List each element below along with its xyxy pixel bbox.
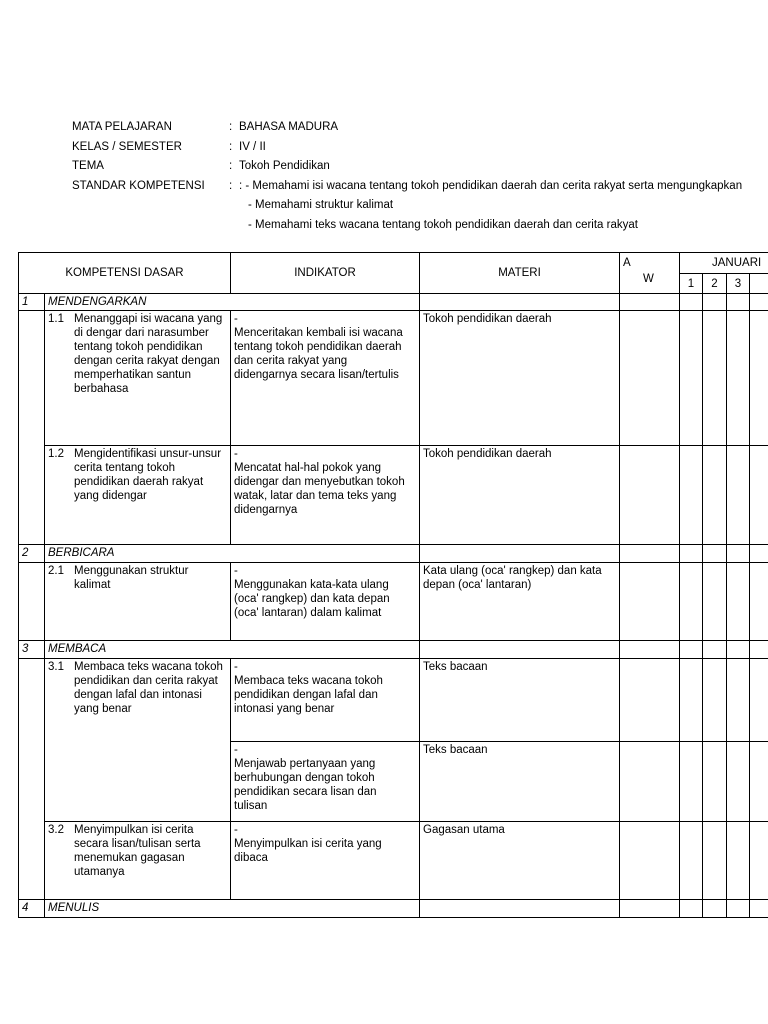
empty-cell [703, 294, 727, 311]
kd-text: Menyimpulkan isi cerita secara lisan/tulisan serta menemukan gagasan utamanya [74, 824, 201, 878]
table-row [19, 659, 768, 742]
tema-label: TEMA [72, 160, 104, 172]
empty-cell [620, 311, 680, 446]
kd-number: 3.1 [48, 661, 64, 673]
standar-item-2: - Memahami struktur kalimat [248, 199, 394, 211]
kd-cell [45, 311, 231, 446]
header-indikator: INDIKATOR [231, 253, 420, 294]
mata-pelajaran-value: BAHASA MADURA [239, 121, 339, 133]
kelas-label: KELAS / SEMESTER [72, 140, 182, 153]
kd-number: 1.2 [48, 448, 64, 460]
header-row-kelas [72, 138, 768, 158]
empty-cell [727, 563, 750, 641]
header-week-3: 3 [727, 274, 750, 294]
indikator-cell [231, 822, 420, 900]
empty-cell [620, 446, 680, 545]
empty-cell [680, 311, 703, 446]
mata-pelajaran-colon: : [229, 121, 233, 133]
header-month: JANUARI [680, 253, 768, 274]
empty-cell [19, 311, 45, 545]
empty-cell [680, 446, 703, 545]
empty-cell [19, 659, 45, 900]
empty-cell [750, 742, 768, 822]
kd-cell [45, 659, 231, 822]
empty-cell [19, 563, 45, 641]
empty-cell [620, 545, 680, 563]
bullet-dash: - [234, 661, 238, 673]
empty-cell [620, 659, 680, 742]
header-aw [620, 253, 680, 294]
kd-cell [45, 822, 231, 900]
section-title: BERBICARA [45, 545, 420, 563]
empty-cell [703, 742, 727, 822]
section-number: 2 [19, 545, 45, 563]
bullet-dash: - [234, 313, 238, 325]
empty-cell [420, 900, 620, 918]
header-week-2: 2 [703, 274, 727, 294]
empty-cell [703, 822, 727, 900]
indikator-text: Mencatat hal-hal pokok yang didengar dan menyebutkan tokoh watak, latar dan tema teks yang didengarnya [234, 462, 405, 516]
tema-colon: : [229, 160, 233, 172]
empty-cell [750, 446, 768, 545]
empty-cell [727, 446, 750, 545]
kelas-value: IV / II [239, 140, 266, 153]
empty-cell [680, 294, 703, 311]
section-row [19, 641, 768, 659]
empty-cell [750, 545, 768, 563]
header-aw-a: A [623, 257, 631, 269]
empty-cell [727, 641, 750, 659]
materi-cell: Tokoh pendidikan daerah [420, 311, 620, 446]
empty-cell [703, 641, 727, 659]
empty-cell [750, 659, 768, 742]
header-aw-w: W [643, 273, 654, 285]
materi-cell: Teks bacaan [420, 742, 620, 822]
materi-cell: Teks bacaan [420, 659, 620, 742]
empty-cell [680, 641, 703, 659]
empty-cell [703, 900, 727, 918]
indikator-text: Membaca teks wacana tokoh pendidikan dengan lafal dan intonasi yang benar [234, 675, 383, 715]
section-title: MEMBACA [45, 641, 420, 659]
empty-cell [750, 900, 768, 918]
empty-cell [680, 545, 703, 563]
empty-cell [420, 545, 620, 563]
indikator-cell [231, 446, 420, 545]
kd-text: Menanggapi isi wacana yang di dengar dari narasumber tentang tokoh pendidikan dengan cerita rakyat dengan memperhatikan santun berbahasa [74, 313, 223, 395]
kd-number: 2.1 [48, 565, 64, 577]
kd-cell [45, 563, 231, 641]
tema-value: Tokoh Pendidikan [239, 160, 330, 172]
kd-text: Menggunakan struktur kalimat [74, 565, 189, 591]
empty-cell [680, 742, 703, 822]
empty-cell [703, 563, 727, 641]
empty-cell [703, 311, 727, 446]
kd-text: Membaca teks wacana tokoh pendidikan dan cerita rakyat dengan lafal dan intonasi yang benar [74, 661, 223, 715]
header-row-mata-pelajaran [72, 118, 768, 138]
empty-cell [620, 742, 680, 822]
header-row-tema [72, 157, 768, 177]
table-row [19, 311, 768, 446]
standar-item-1: : - Memahami isi wacana tentang tokoh pendidikan daerah dan cerita rakyat serta mengungkapkan [239, 179, 743, 192]
bullet-dash: - [234, 565, 238, 577]
empty-cell [680, 900, 703, 918]
empty-cell [703, 446, 727, 545]
kd-text: Mengidentifikasi unsur-unsur cerita tentang tokoh pendidikan daerah rakyat yang didengar [74, 448, 222, 502]
empty-cell [727, 742, 750, 822]
indikator-cell [231, 659, 420, 742]
syllabus-table [18, 252, 768, 918]
kd-number: 1.1 [48, 313, 64, 325]
empty-cell [703, 659, 727, 742]
empty-cell [750, 311, 768, 446]
empty-cell [750, 641, 768, 659]
bullet-dash: - [234, 448, 238, 460]
materi-cell: Tokoh pendidikan daerah [420, 446, 620, 545]
header-week-1: 1 [680, 274, 703, 294]
header-row-standar-2 [72, 196, 768, 216]
empty-cell [620, 641, 680, 659]
empty-cell [727, 545, 750, 563]
indikator-cell [231, 311, 420, 446]
kd-number: 3.2 [48, 824, 64, 836]
empty-cell [750, 294, 768, 311]
table-row [19, 563, 768, 641]
empty-cell [420, 294, 620, 311]
empty-cell [680, 563, 703, 641]
header-row-standar-3 [72, 216, 768, 236]
empty-cell [620, 294, 680, 311]
empty-cell [680, 659, 703, 742]
syllabus-table-wrapper [18, 252, 768, 922]
table-header-row-1 [19, 253, 768, 274]
indikator-text: Menyimpulkan isi cerita yang dibaca [234, 838, 382, 864]
standar-label: STANDAR KOMPETENSI [72, 179, 205, 192]
materi-cell: Gagasan utama [420, 822, 620, 900]
section-row [19, 545, 768, 563]
empty-cell [750, 822, 768, 900]
section-number: 3 [19, 641, 45, 659]
section-row [19, 294, 768, 311]
materi-cell: Kata ulang (oca' rangkep) dan kata depan (oca' lantaran) [420, 563, 620, 641]
indikator-cell [231, 563, 420, 641]
empty-cell [727, 900, 750, 918]
standar-item-3: - Memahami teks wacana tentang tokoh pendidikan daerah dan cerita rakyat [248, 218, 638, 231]
empty-cell [727, 294, 750, 311]
empty-cell [620, 563, 680, 641]
empty-cell [727, 822, 750, 900]
empty-cell [727, 311, 750, 446]
empty-cell [750, 563, 768, 641]
empty-cell [680, 822, 703, 900]
section-number: 4 [19, 900, 45, 918]
bullet-dash: - [234, 824, 238, 836]
kd-cell [45, 446, 231, 545]
standar-colon: : [229, 179, 233, 192]
header-materi: MATERI [420, 253, 620, 294]
indikator-cell [231, 742, 420, 822]
header-row-standar [72, 177, 768, 197]
section-title: MENDENGARKAN [45, 294, 420, 311]
section-number: 1 [19, 294, 45, 311]
table-row [19, 446, 768, 545]
kelas-colon: : [229, 140, 233, 153]
indikator-text: Menggunakan kata-kata ulang (oca' rangkep) dan kata depan (oca' lantaran) dalam kalimat [234, 579, 390, 619]
empty-cell [727, 659, 750, 742]
empty-cell [703, 545, 727, 563]
section-title: MENULIS [45, 900, 420, 918]
empty-cell [620, 900, 680, 918]
section-row [19, 900, 768, 918]
bullet-dash: - [234, 744, 238, 756]
header-week-4 [750, 274, 768, 294]
empty-cell [620, 822, 680, 900]
table-row [19, 822, 768, 900]
mata-pelajaran-label: MATA PELAJARAN [72, 121, 172, 133]
empty-cell [420, 641, 620, 659]
header-kompetensi-dasar: KOMPETENSI DASAR [19, 253, 231, 294]
indikator-text: Menjawab pertanyaan yang berhubungan dengan tokoh pendidikan secara lisan dan tulisan [234, 758, 377, 812]
document-header [72, 118, 768, 235]
indikator-text: Menceritakan kembali isi wacana tentang tokoh pendidikan daerah dan cerita rakyat yang didengarnya secara lisan/tertulis [234, 327, 403, 381]
